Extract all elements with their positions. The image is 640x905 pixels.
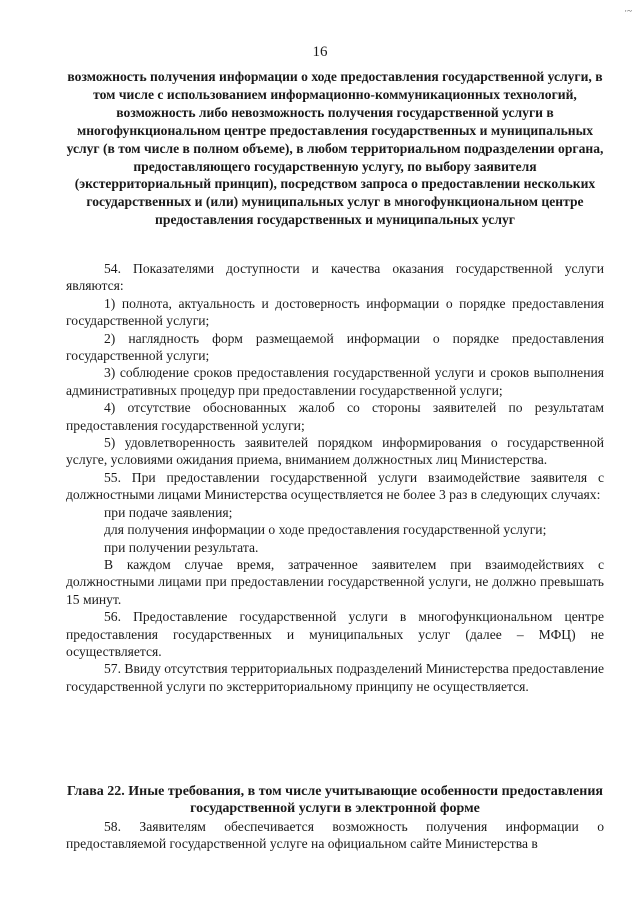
paragraph-58: 58. Заявителям обеспечивается возможность получения информации о предоставляемой государственной услуге на официальном сайте Министерства в — [66, 819, 604, 852]
list-item-5: 5) удовлетворенность заявителей порядком информирования о государственной услуге, условиями ожидания приема, вниманием должностных лиц Министерства. — [66, 435, 604, 468]
paragraph-57: 57. Ввиду отсутствия территориальных подразделений Министерства предоставление государственной услуги по экстерриториальному принципу не осуществляется. — [66, 661, 604, 694]
body-text-tail — [66, 818, 604, 853]
list-item-4: 4) отсутствие обоснованных жалоб со стороны заявителей по результатам предоставления государственной услуги; — [66, 400, 604, 433]
time-limit-paragraph: В каждом случае время, затраченное заявителем при взаимодействиях с должностными лицами при предоставлении государственной услуги, не должно превышать 15 минут. — [66, 556, 604, 607]
corner-mark: ·~ — [624, 6, 632, 16]
list-item-2: 2) наглядность форм размещаемой информации о порядке предоставления государственной услуги; — [66, 330, 604, 364]
paragraph-54: 54. Показателями доступности и качества оказания государственной услуги являются: — [66, 261, 604, 294]
page-number: 16 — [312, 44, 328, 60]
case-item-3: при получении результата. — [104, 539, 259, 555]
paragraph-56: 56. Предоставление государственной услуги в многофункциональном центре предоставления государственных и муниципальных услуг (далее – МФЦ) не осуществляется. — [66, 609, 604, 659]
paragraph-55: 55. При предоставлении государственной услуги взаимодействие заявителя с должностными лицами Министерства осуществляется не более 3 раз в следующих случаях: — [66, 469, 604, 503]
list-item-3: 3) соблюдение сроков предоставления государственной услуги и сроков выполнения административных процедур при предоставлении государственной услуги; — [66, 365, 604, 398]
section-heading: возможность получения информации о ходе предоставления государственной услуги, в том числе с использованием информационно-коммуникационных технологий, возможность либо невозможность получения государственной услуги в многофункциональном центре предоставления государственных и муниципальных услуг (в том числе в полном объеме), в любом территориальном подразделении органа, предоставляющего государственную услугу, по выбору заявителя (экстерриториальный принцип), посредством запроса о предоставлении нескольких государственных и (или) муниципальных услуг в многофункциональном центре предоставления государственных и муниципальных услуг — [66, 69, 604, 228]
chapter-22-heading: Глава 22. Иные требования, в том числе учитывающие особенности предоставления государственной услуги в электронной форме — [67, 784, 603, 816]
case-item-2: для получения информации о ходе предоставления государственной услуги; — [104, 522, 547, 538]
body-text — [66, 260, 604, 695]
case-item-1: при подаче заявления; — [104, 504, 233, 520]
list-item-1: 1) полнота, актуальность и достоверность информации о порядке предоставления государственной услуги; — [66, 295, 604, 329]
